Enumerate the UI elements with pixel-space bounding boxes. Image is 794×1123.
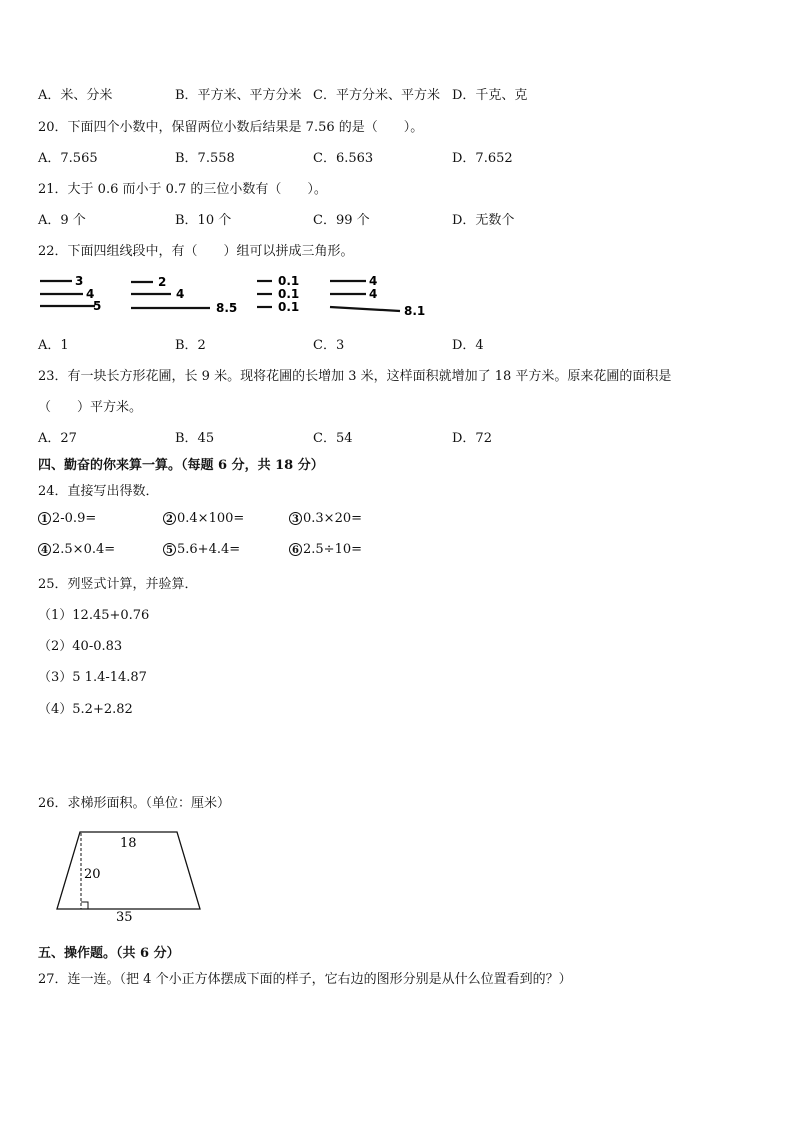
q20-option-a: A．7.565 <box>38 151 98 166</box>
label-b3: 8.5 <box>216 301 238 315</box>
label-a2: 4 <box>86 287 95 301</box>
segment-d3 <box>330 307 400 311</box>
circled-number: 4 <box>38 543 51 556</box>
q26-stem: 26．求梯形面积。（单位：厘米） <box>38 796 231 811</box>
label-c1: 0.1 <box>278 274 300 288</box>
q25-item-3: （3）5 1.4-14.87 <box>38 670 147 685</box>
label-b2: 4 <box>176 287 185 301</box>
circled-number: 3 <box>289 512 302 525</box>
q19-option-d: D．千克、克 <box>452 88 528 103</box>
q24-item-5 <box>163 542 240 557</box>
top-base-label: 18 <box>120 836 137 851</box>
q24-item-4 <box>38 542 115 557</box>
q20-stem: 20．下面四个小数中，保留两位小数后结果是 7.56 的是（ ）。 <box>38 120 424 135</box>
trapezoid-figure <box>40 822 220 927</box>
q22-stem: 22．下面四组线段中，有（ ）组可以拼成三角形。 <box>38 244 354 259</box>
q21-option-d: D．无数个 <box>452 213 515 228</box>
q20-option-c: C．6.563 <box>313 151 374 166</box>
label-a3: 5 <box>93 299 102 313</box>
section-5-title: 五、操作题。（共 6 分） <box>38 946 180 961</box>
bottom-base-label: 35 <box>116 910 133 925</box>
q23-option-b: B．45 <box>175 431 215 446</box>
expression: 2.5×0.4= <box>52 542 116 557</box>
q25-stem: 25．列竖式计算，并验算． <box>38 577 198 592</box>
q24-stem: 24．直接写出得数． <box>38 484 159 499</box>
expression: 2-0.9= <box>52 511 97 526</box>
section-4-title: 四、勤奋的你来算一算。（每题 6 分，共 18 分） <box>38 458 324 473</box>
expression: 0.3×20= <box>303 511 363 526</box>
q22-option-a: A．1 <box>38 338 69 353</box>
label-d1: 4 <box>369 274 378 288</box>
q25-item-4: （4）5.2+2.82 <box>38 702 133 717</box>
q25-item-1: （1）12.45+0.76 <box>38 608 150 623</box>
q21-option-b: B．10 个 <box>175 213 232 228</box>
q20-option-d: D．7.652 <box>452 151 513 166</box>
right-angle-mark <box>81 902 88 909</box>
q19-option-b: B．平方米、平方分米 <box>175 88 302 103</box>
q21-stem: 21．大于 0.6 而小于 0.7 的三位小数有（ ）。 <box>38 182 327 197</box>
q22-segment-groups <box>0 268 794 323</box>
circled-number: 1 <box>38 512 51 525</box>
q23-stem-line2: （ ）平方米。 <box>38 400 143 415</box>
q22-option-c: C．3 <box>313 338 345 353</box>
q20-option-b: B．7.558 <box>175 151 235 166</box>
q21-option-a: A．9 个 <box>38 213 86 228</box>
q23-option-c: C．54 <box>313 431 353 446</box>
segment-group-b <box>131 282 210 308</box>
q27-stem: 27．连一连。（把 4 个小正方体摆成下面的样子，它右边的图形分别是从什么位置看到的？） <box>38 972 572 987</box>
circled-number: 2 <box>163 512 176 525</box>
segment-group-d <box>330 281 400 311</box>
q19-option-c: C．平方分米、平方米 <box>313 88 440 103</box>
q24-item-2 <box>163 511 244 526</box>
expression: 2.5÷10= <box>303 542 363 557</box>
label-b1: 2 <box>158 275 167 289</box>
expression: 0.4×100= <box>177 511 245 526</box>
expression: 5.6+4.4= <box>177 542 241 557</box>
q23-stem-line1: 23．有一块长方形花圃，长 9 米。现将花圃的长增加 3 米，这样面积就增加了 18 平方米。原来花圃的面积是 <box>38 369 672 384</box>
q23-option-d: D．72 <box>452 431 492 446</box>
circled-number: 6 <box>289 543 302 556</box>
q24-item-6 <box>289 542 362 557</box>
q22-option-d: D．4 <box>452 338 484 353</box>
label-c2: 0.1 <box>278 287 300 301</box>
q24-item-1 <box>38 511 96 526</box>
q19-option-a: A．米、分米 <box>38 88 113 103</box>
label-d2: 4 <box>369 287 378 301</box>
q23-option-a: A．27 <box>38 431 77 446</box>
q24-item-3 <box>289 511 362 526</box>
label-a1: 3 <box>75 274 84 288</box>
q21-option-c: C．99 个 <box>313 213 370 228</box>
label-d3: 8.1 <box>404 304 426 318</box>
q22-option-b: B．2 <box>175 338 206 353</box>
q25-item-2: （2）40-0.83 <box>38 639 123 654</box>
segment-group-c <box>257 281 272 307</box>
height-label: 20 <box>84 867 101 882</box>
circled-number: 5 <box>163 543 176 556</box>
label-c3: 0.1 <box>278 300 300 314</box>
